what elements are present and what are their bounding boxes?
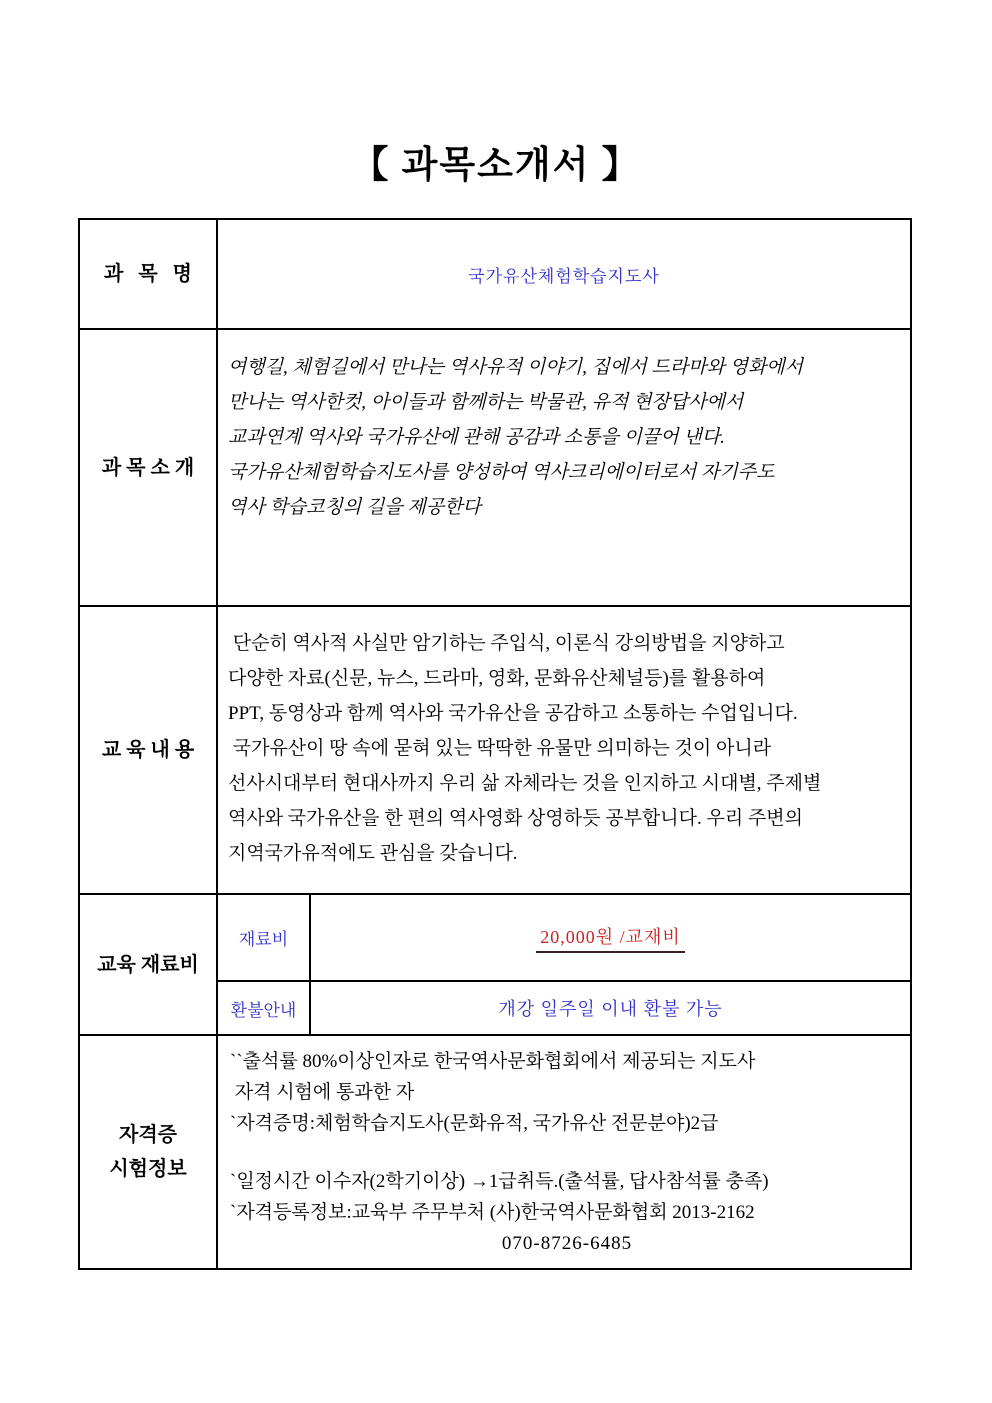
- edu-line: 역사와 국가유산을 한 편의 역사영화 상영하듯 공부합니다. 우리 주변의: [228, 808, 804, 829]
- intro-line: 여행길, 체험길에서 만나는 역사유적 이야기, 집에서 드라마와 영화에서: [228, 357, 804, 378]
- edu-content-label: 교 육 내 용: [80, 607, 218, 893]
- fee-value-cell: [311, 895, 910, 980]
- row-materials-fee: [80, 895, 910, 1036]
- edu-line: 선사시대부터 현대사까지 우리 삶 자체라는 것을 인지하고 시대별, 주제별: [228, 773, 822, 794]
- cert-label-line1: 자격증: [119, 1124, 177, 1146]
- edu-line: 지역국가유적에도 관심을 갖습니다.: [228, 843, 518, 864]
- cert-line: `자격등록정보:교육부 주무부처 (사)한국역사문화협회 2013-2162: [230, 1202, 755, 1223]
- fee-value: 20,000원 /교재비: [536, 923, 685, 953]
- subject-name-cell: [218, 220, 910, 328]
- intro-line: 만나는 역사한컷, 아이들과 함께하는 박물관, 유적 현장답사에서: [228, 392, 744, 413]
- sub-row-fee: [218, 895, 910, 982]
- cert-blank-line: [230, 1139, 904, 1166]
- cert-line: `일정시간 이수자(2학기이상) →1급취득.(출석률, 답사참석률 충족): [230, 1171, 769, 1192]
- cert-line: `자격증명:체험학습지도사(문화유적, 국가유산 전문분야)2급: [230, 1113, 719, 1134]
- materials-cell: [218, 895, 910, 1034]
- intro-line: 역사 학습코칭의 길을 제공한다: [228, 497, 481, 518]
- subject-name-value: 국가유산체험학습지도사: [468, 266, 660, 286]
- subject-name-label: 과 목 명: [80, 220, 218, 328]
- subject-intro-label: 과 목 소 개: [80, 330, 218, 605]
- edu-line: 다양한 자료(신문, 뉴스, 드라마, 영화, 문화유산체널등)를 활용하여: [228, 668, 766, 689]
- cert-line: 자격 시험에 통과한 자: [230, 1082, 415, 1103]
- page-title: 【 과목소개서 】: [351, 145, 641, 186]
- edu-line: 단순히 역사적 사실만 암기하는 주입식, 이론식 강의방법을 지양하고: [228, 633, 785, 654]
- row-edu-content: [80, 607, 910, 895]
- cert-label-line2: 시험정보: [109, 1158, 187, 1180]
- sub-row-refund: [218, 982, 910, 1034]
- course-intro-table: [78, 218, 912, 1270]
- edu-content-cell: [218, 607, 910, 893]
- fee-label: 재료비: [218, 895, 311, 980]
- cert-phone-number: 070-8726-6485: [501, 1233, 633, 1254]
- edu-line: 국가유산이 땅 속에 묻혀 있는 딱딱한 유물만 의미하는 것이 아니라: [228, 738, 772, 759]
- cert-info-label: [80, 1036, 218, 1268]
- row-subject-intro: [80, 330, 910, 607]
- cert-info-cell: [218, 1036, 910, 1268]
- edu-line: PPT, 동영상과 함께 역사와 국가유산을 공감하고 소통하는 수업입니다.: [228, 703, 798, 724]
- intro-line: 교과연계 역사와 국가유산에 관해 공감과 소통을 이끌어 낸다.: [228, 427, 725, 448]
- refund-value-cell: [311, 982, 910, 1034]
- row-subject-name: [80, 220, 910, 330]
- refund-value: 개강 일주일 이내 환불 가능: [498, 999, 723, 1019]
- subject-intro-cell: [218, 330, 910, 605]
- row-cert-info: [80, 1036, 910, 1268]
- intro-line: 국가유산체험학습지도사를 양성하여 역사크리에이터로서 자기주도: [228, 462, 775, 483]
- cert-line: ``출석률 80%이상인자로 한국역사문화협회에서 제공되는 지도사: [230, 1051, 756, 1072]
- refund-label: 환불안내: [218, 982, 311, 1034]
- materials-label: 교육 재료비: [80, 895, 218, 1034]
